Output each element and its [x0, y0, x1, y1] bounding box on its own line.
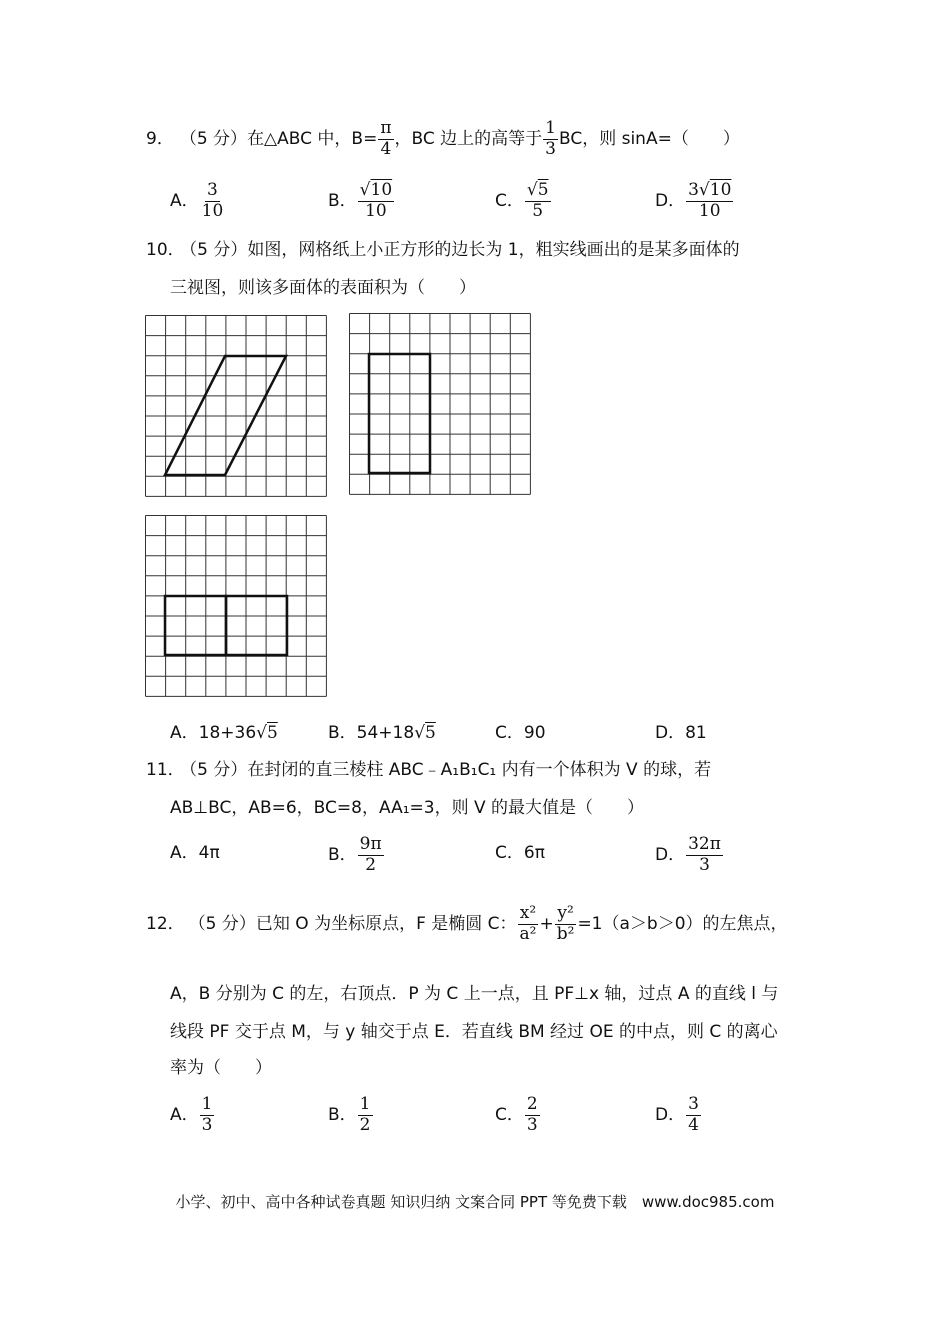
q12-stem-line3: 线段 PF 交于点 M，与 y 轴交于点 E．若直线 BM 经过 OE 的中点，则 C 的离心 — [170, 1022, 778, 1042]
q12-stem-line4: 率为（ ） — [170, 1058, 272, 1078]
q10-line1: 如图，网格纸上小正方形的边长为 1，粗实线画出的是某多面体的 — [247, 240, 740, 260]
q10-stem-line2: 三视图，则该多面体的表面积为（ ） — [170, 278, 476, 298]
q11-stem-line2: AB⊥BC，AB=6，BC=8，AA₁=3，则 V 的最大值是（ ） — [170, 798, 645, 818]
side-view-gridlines — [350, 314, 531, 495]
q11-stem-line1 — [146, 762, 711, 779]
q11-line1: 在封闭的直三棱柱 ABC﹣A₁B₁C₁ 内有一个体积为 V 的球，若 — [247, 760, 712, 780]
q11-option-b: B． $\frac{9\pi}{2}$ — [328, 834, 382, 875]
front-view-gridlines — [146, 316, 327, 497]
q10-option-a: A． 18+36 √ 5 — [170, 723, 278, 743]
page-footer: 小学、初中、高中各种试卷真题 知识归纳 文案合同 PPT 等免费下载 www.doc985.com — [175, 1193, 775, 1211]
q12-y-fraction: $\frac{\text{y²}}{\text{b²}}$ — [556, 903, 575, 944]
q9-stem-a: 在△ABC 中，B= — [247, 128, 378, 149]
q9-stem-c: BC，则 sinA=（ ） — [558, 128, 740, 149]
q12-option-c: C． $\frac{2}{3}$ — [495, 1094, 538, 1135]
q12-score: （5 分） — [188, 913, 256, 934]
q9-option-b: B． $\frac{√10}{10}$ — [328, 180, 393, 221]
q10-option-d: D． 81 — [655, 723, 707, 743]
q10-stem-line1 — [146, 242, 740, 259]
q9-option-a: A． $\frac{3}{10}$ — [170, 180, 224, 221]
top-view-gridlines — [146, 516, 327, 697]
q12-option-a: A． $\frac{1}{3}$ — [170, 1094, 213, 1135]
q10-option-c: C． 90 — [495, 723, 546, 743]
q12-stem-line2: A，B 分别为 C 的左，右顶点．P 为 C 上一点，且 PF⊥x 轴，过点 A 的直线 l 与 — [170, 984, 779, 1004]
q9-number: 9． — [146, 128, 174, 149]
q10-score: （5 分） — [188, 240, 248, 260]
q12-x-fraction: $\frac{\text{x²}}{\text{a²}}$ — [519, 903, 537, 944]
q12-stem-b: =1（a＞b＞0）的左焦点， — [577, 913, 788, 934]
q9-option-c: C． $\frac{√5}{5}$ — [495, 180, 549, 221]
q10-option-b: B． 54+18 √ 5 — [328, 723, 436, 743]
q12-stem-a: 已知 O 为坐标原点，F 是椭圆 C： — [255, 913, 517, 934]
side-view-grid — [349, 313, 531, 495]
q11-option-a: A． 4π — [170, 843, 220, 863]
q11-number: 11． — [146, 760, 185, 780]
q9-stem-b: ，BC 边上的高等于 — [394, 128, 543, 149]
q9-option-d: D． $\frac{3√10}{10}$ — [655, 180, 732, 221]
top-view-grid — [145, 515, 327, 697]
q12-stem-line1: 12． （5 分） 已知 O 为坐标原点，F 是椭圆 C： $\frac{\text{x²}}{\text{a²}}$ + $\frac{\text{y²}}{\text{b²}}$ =1（a＞b＞0）的左焦点， — [146, 903, 788, 944]
q11-option-d: D． $\frac{32\pi}{3}$ — [655, 834, 721, 875]
front-view-grid — [145, 315, 327, 497]
top-view-left-square — [165, 596, 226, 655]
q11-option-c: C． 6π — [495, 843, 545, 863]
q9-angle-fraction: $\frac{\pi}{4}$ — [380, 118, 392, 159]
q9-stem — [146, 120, 740, 159]
q9-score: （5 分） — [179, 128, 248, 149]
q12-number: 12． — [146, 913, 185, 934]
q12-option-d: D． $\frac{3}{4}$ — [655, 1094, 699, 1135]
top-view-right-square — [226, 596, 287, 655]
q12-option-b: B． $\frac{1}{2}$ — [328, 1094, 371, 1135]
q9-height-fraction: $\frac{1}{3}$ — [545, 118, 556, 159]
q10-number: 10． — [146, 240, 185, 260]
q11-score: （5 分） — [188, 760, 248, 780]
